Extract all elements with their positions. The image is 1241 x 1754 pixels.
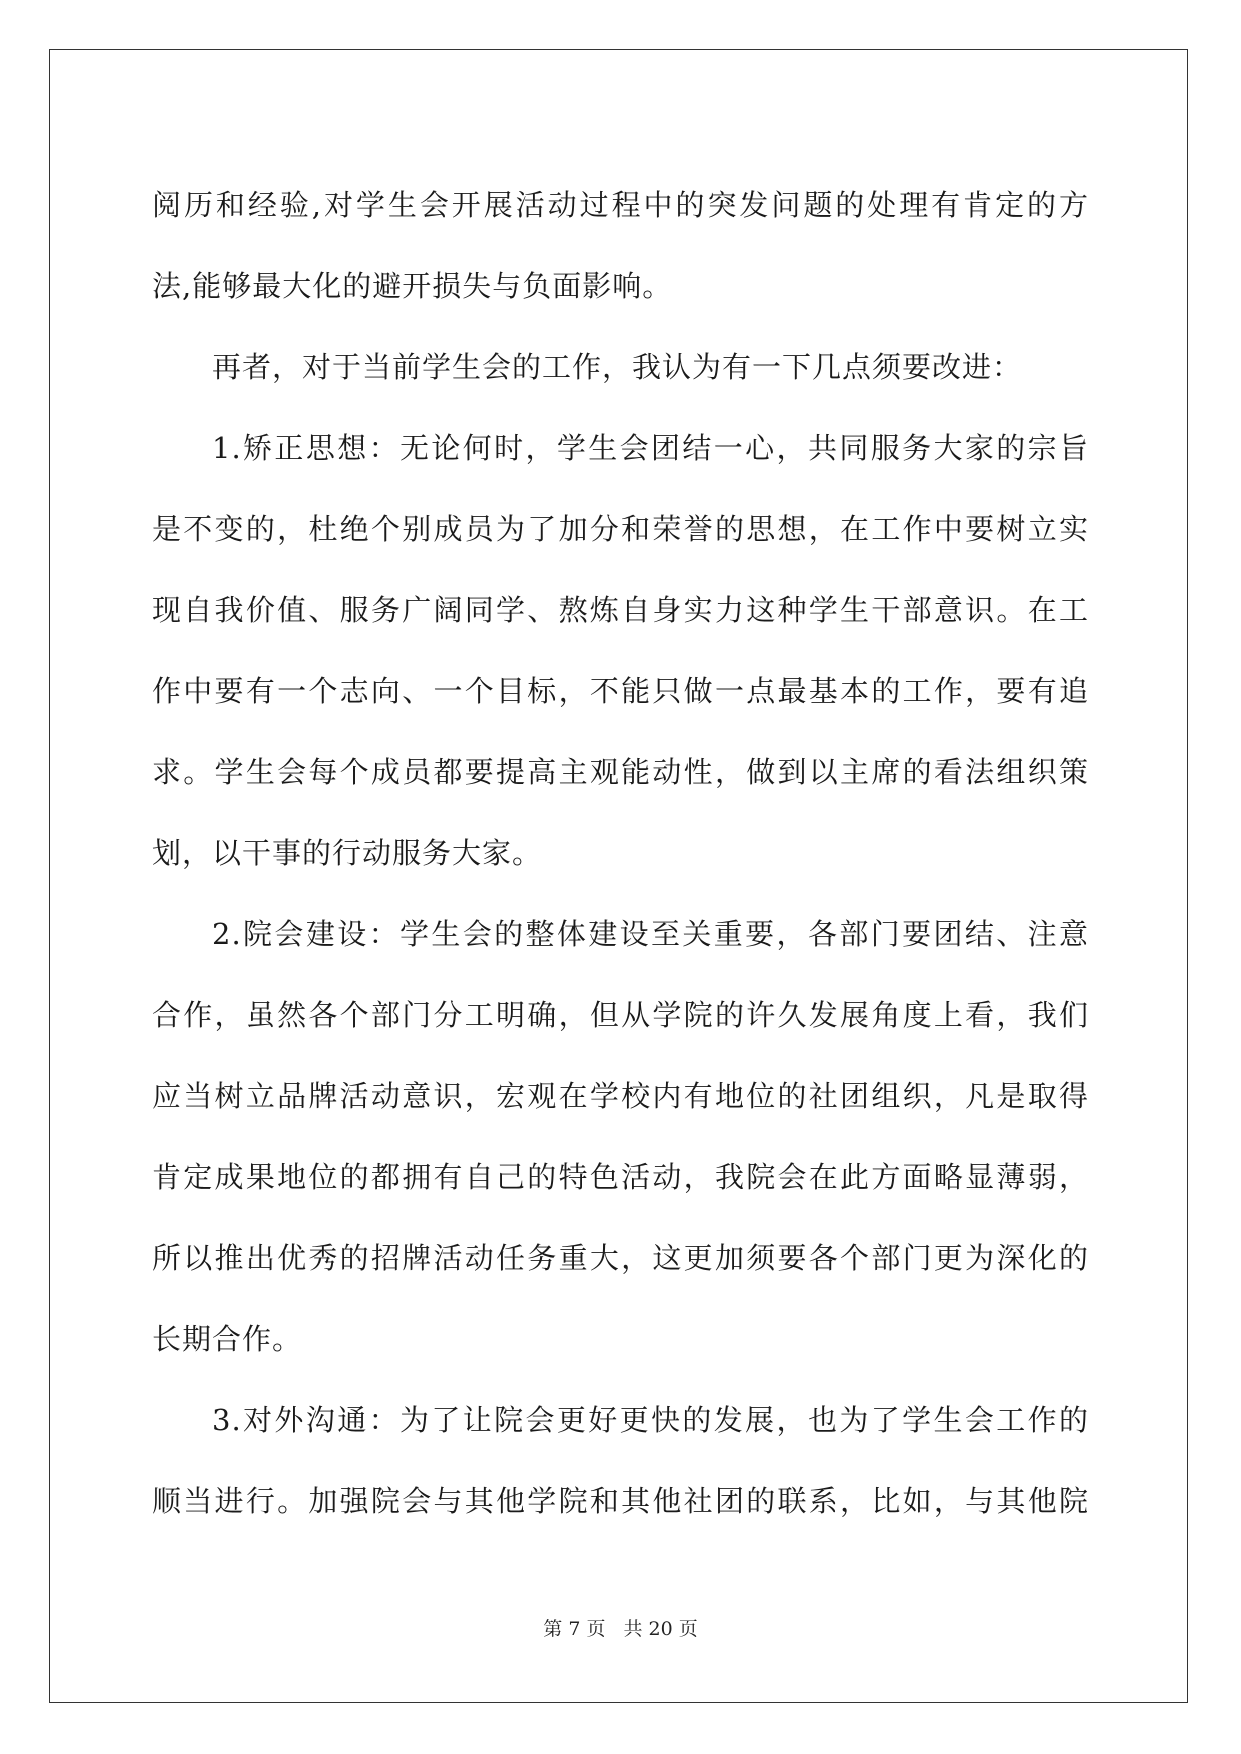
text-line: 是不变的，杜绝个别成员为了加分和荣誉的思想，在工作中要树立实 (152, 512, 1089, 546)
text-line: 法,能够最大化的避开损失与负面影响。 (152, 269, 673, 303)
text-line: 现自我价值、服务广阔同学、熬炼自身实力这种学生干部意识。在工 (152, 593, 1089, 627)
paragraph-start-line: 1.矫正思想：无论何时，学生会团结一心，共同服务大家的宗旨 (212, 431, 1089, 465)
text-line: 作中要有一个志向、一个目标，不能只做一点最基本的工作，要有追 (152, 674, 1089, 708)
paragraph-start-line: 3.对外沟通：为了让院会更好更快的发展，也为了学生会工作的 (212, 1403, 1089, 1437)
text-line: 阅历和经验,对学生会开展活动过程中的突发问题的处理有肯定的方 (152, 188, 1089, 222)
page-number: 第 7 页 (543, 1618, 606, 1640)
page-total: 共 20 页 (623, 1618, 698, 1640)
text-line: 顺当进行。加强院会与其他学院和其他社团的联系，比如，与其他院 (152, 1484, 1089, 1518)
text-line: 肯定成果地位的都拥有自己的特色活动，我院会在此方面略显薄弱， (152, 1160, 1089, 1194)
text-line: 求。学生会每个成员都要提高主观能动性，做到以主席的看法组织策 (152, 755, 1089, 789)
page-footer (0, 1614, 1241, 1641)
body-text (152, 165, 1089, 1542)
text-line: 所以推出优秀的招牌活动任务重大，这更加须要各个部门更为深化的 (152, 1241, 1089, 1275)
paragraph-start-line: 再者，对于当前学生会的工作，我认为有一下几点须要改进： (212, 350, 1023, 384)
text-line: 合作，虽然各个部门分工明确，但从学院的许久发展角度上看，我们 (152, 998, 1089, 1032)
text-line: 长期合作。 (152, 1322, 303, 1356)
paragraph-start-line: 2.院会建设：学生会的整体建设至关重要，各部门要团结、注意 (212, 917, 1089, 951)
text-line: 划，以干事的行动服务大家。 (152, 836, 543, 870)
text-line: 应当树立品牌活动意识，宏观在学校内有地位的社团组织，凡是取得 (152, 1079, 1089, 1113)
